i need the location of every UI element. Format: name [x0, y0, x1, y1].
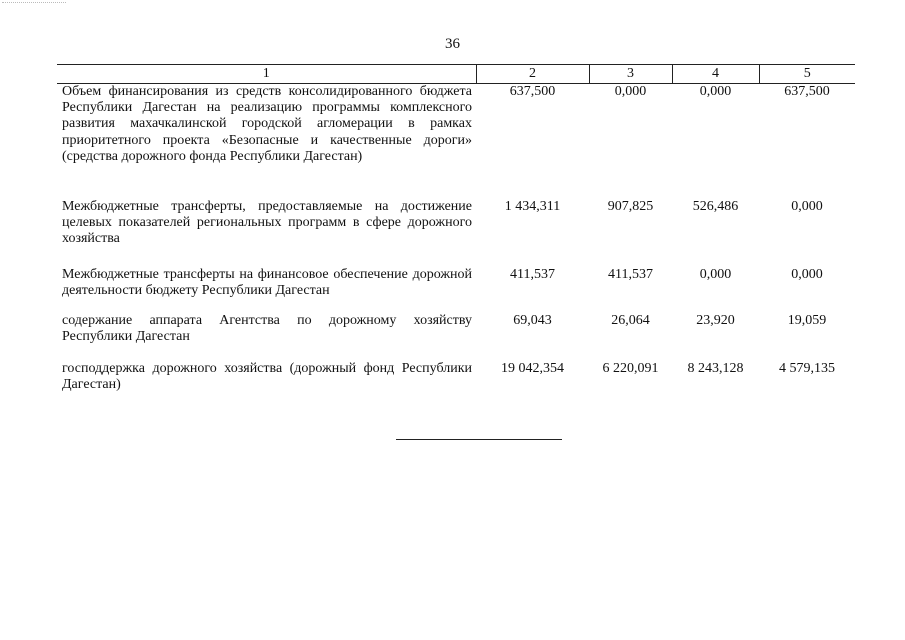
- table-header-row: [57, 65, 855, 84]
- row-value-col4: 0,000: [699, 84, 732, 99]
- row-label: содержание аппарата Агентства по дорожному хозяйству Республики Дагестан: [62, 313, 472, 345]
- row-value-col4: 526,486: [692, 199, 739, 214]
- row-value-col3: 26,064: [611, 313, 650, 328]
- table-row: [57, 199, 855, 267]
- column-header-2: 2: [476, 65, 589, 84]
- row-value-col3: 0,000: [614, 84, 647, 99]
- row-value-col2: 411,537: [510, 267, 555, 282]
- row-value-col2: 69,043: [513, 313, 552, 328]
- table-row: [57, 84, 855, 200]
- row-value-col5: 0,000: [791, 267, 823, 282]
- table-row: [57, 267, 855, 313]
- column-header-4: 4: [672, 65, 759, 84]
- row-label: господдержка дорожного хозяйства (дорожный фонд Республики Дагестан): [62, 361, 472, 393]
- row-label: Объем финансирования из средств консолидированного бюджета Республики Дагестан на реализацию программы комплексного развития махачкалинской городской агломерации в рамках приоритетного проекта «Безопасные и качественные дороги» (средства дорожного фонда Республики Дагестан): [62, 84, 472, 164]
- row-value-col3: 6 220,091: [602, 361, 659, 376]
- row-value-col2: 19 042,354: [501, 361, 564, 376]
- row-label: Межбюджетные трансферты, предоставляемые на достижение целевых показателей региональных программ в сфере дорожного хозяйства: [62, 199, 472, 247]
- row-value-col3: 907,825: [607, 199, 654, 214]
- row-value-col3: 411,537: [608, 267, 653, 282]
- budget-table: [57, 64, 855, 395]
- row-value-col4: 23,920: [696, 313, 735, 328]
- column-header-3: 3: [589, 65, 672, 84]
- column-header-1: 1: [57, 65, 476, 84]
- end-of-document-rule: [396, 439, 562, 440]
- row-value-col4: 8 243,128: [687, 361, 744, 376]
- table-row: [57, 313, 855, 361]
- row-value-col5: 0,000: [791, 199, 823, 214]
- row-value-col5: 4 579,135: [779, 361, 835, 376]
- row-value-col5: 637,500: [784, 84, 830, 99]
- row-value-col5: 19,059: [787, 313, 827, 328]
- table-row: [57, 361, 855, 395]
- column-header-5: 5: [759, 65, 855, 84]
- row-value-col4: 0,000: [699, 267, 732, 282]
- scan-artifact: [2, 2, 66, 3]
- page-number: 36: [445, 36, 460, 52]
- row-value-col2: 637,500: [509, 84, 556, 99]
- row-label: Межбюджетные трансферты на финансовое обеспечение дорожной деятельности бюджету Республики Дагестан: [62, 267, 472, 299]
- row-value-col2: 1 434,311: [504, 199, 561, 214]
